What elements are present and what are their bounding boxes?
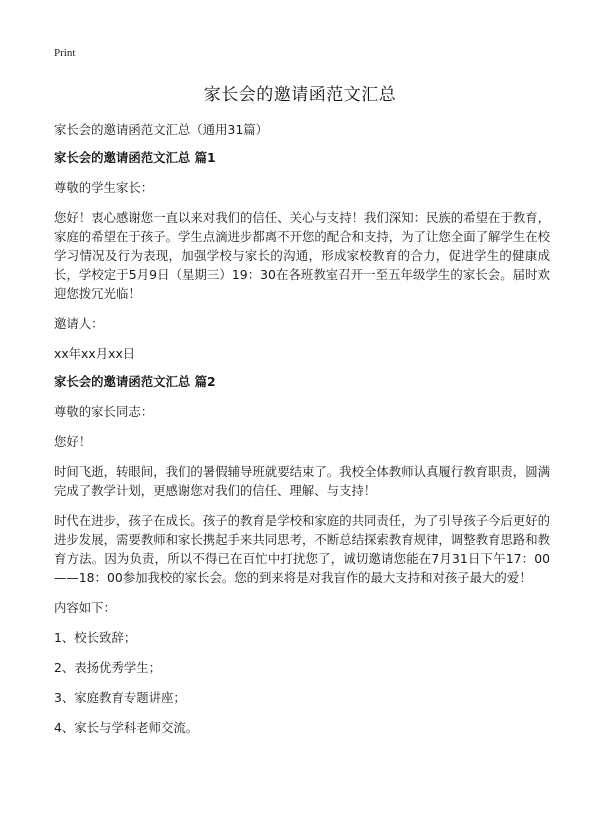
list-item: 4、家长与学科老师交流。 <box>54 720 199 735</box>
section-2-hello: 您好！ <box>54 434 92 449</box>
page-title: 家长会的邀请函范文汇总 <box>203 85 397 105</box>
section-2-greeting: 尊敬的家长同志： <box>54 404 154 419</box>
section-1-inviter: 邀请人： <box>54 316 104 331</box>
section-1-date: xx年xx月xx日 <box>54 346 136 361</box>
list-item: 1、校长致辞； <box>54 630 137 645</box>
section-1-heading: 家长会的邀请函范文汇总 篇1 <box>54 150 216 165</box>
print-label[interactable]: Print <box>54 47 76 59</box>
section-1-body: 您好！衷心感谢您一直以来对我们的信任、关心与支持！我们深知：民族的希望在于教育，家庭的希望在于孩子。学生点滴进步都离不开您的配合和支持，为了让您全面了解学生在校学习情况及行为表现，加强学校与家长的沟通，形成家校教育的合力，促进学生的健康成长，学校定于5月9日（星期三）19：30在各班教室召开一至五年级学生的家长会。届时欢迎您拨冗光临！ <box>54 210 550 301</box>
section-1-greeting: 尊敬的学生家长： <box>54 180 154 195</box>
list-item: 3、家庭教育专题讲座； <box>54 690 186 705</box>
section-2-paragraph-2: 时代在进步，孩子在成长。孩子的教育是学校和家庭的共同责任，为了引导孩子今后更好的进步发展，需要教师和家长携起手来共同思考，不断总结探索教育规律，调整教育思路和教育方法。因为负责，所以不得已在百忙中打扰您了，诚切邀请您能在7月31日下午17：00——18：00参加我校的家长会。您的到来将是对我盲作的最大支持和对孩子最大的爱！ <box>54 513 550 585</box>
document-body <box>54 120 550 737</box>
intro-line: 家长会的邀请函范文汇总（通用31篇） <box>54 122 269 137</box>
list-item: 2、表扬优秀学生； <box>54 660 162 675</box>
section-2-heading: 家长会的邀请函范文汇总 篇2 <box>54 374 216 389</box>
section-2-content-label: 内容如下： <box>54 600 116 615</box>
section-2-paragraph-1: 时间飞逝，转眼间，我们的暑假辅导班就要结束了。我校全体教师认真履行教育职责，圆满完成了教学计划，更感谢您对我们的信任、理解、与支持！ <box>54 464 550 498</box>
